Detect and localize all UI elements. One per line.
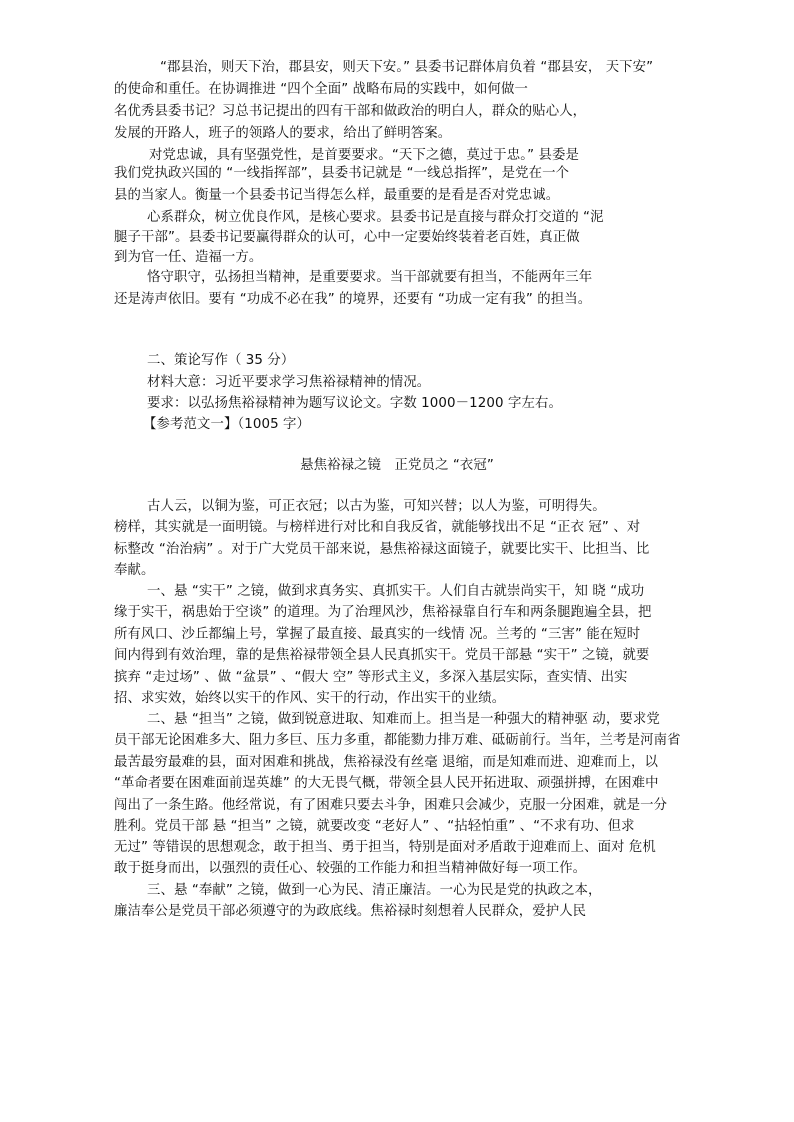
text-line: 缘于实干，祸患始于空谈” 的道理。为了治理风沙，焦裕禄靠自行车和两条腿跑遍全县，把	[114, 605, 652, 620]
text-line: 员干部无论困难多大、阻力多巨、压力多重，都能勠力排万难、砥砺前行。当年，兰考是河南省	[114, 733, 681, 748]
text-line: 对党忠诚，具有坚强党性，是首要要求。“天下之德，莫过于忠。” 县委是	[149, 148, 579, 163]
text-line: 腿子干部”。县委书记要赢得群众的认可，心中一定要始终装着老百姓，真正做	[114, 230, 580, 245]
text-line: “革命者要在困难面前逞英雄” 的大无畏气概，带领全县人民开拓进取、顽强拼搏，在困难中	[114, 776, 659, 791]
text-line: 榜样，其实就是一面明镜。与榜样进行对比和自我反省，就能够找出不足 “正衣 冠” 、对	[114, 520, 641, 535]
text-line: 所有风口、沙丘都编上号，掌握了最直接、最真实的一线情 况。兰考的 “三害” 能在短时	[114, 627, 641, 642]
text-line: 摈弃 “走过场” 、做 “盆景” 、“假大 空” 等形式主义，多深入基层实际，查实情、出实	[114, 670, 628, 685]
text-line: 发展的开路人，班子的领路人的要求，给出了鲜明答案。	[114, 126, 452, 141]
text-line: 要求：以弘扬焦裕禄精神为题写议论文。字数 1000－1200 字左右。	[147, 396, 562, 411]
text-line: 到为官一任、造福一方。	[114, 250, 263, 265]
text-line: 三、悬 “奉献” 之镜，做到一心为民、清正廉洁。一心为民是党的执政之本，	[147, 883, 602, 898]
text-line: 恪守职守，弘扬担当精神，是重要要求。当干部就要有担当，不能两年三年	[147, 270, 593, 285]
text-line: 廉洁奉公是党员干部必须遵守的为政底线。焦裕禄时刻想着人民群众，爱护人民	[114, 904, 587, 919]
text-line: 心系群众，树立优良作风，是核心要求。县委书记是直接与群众打交道的 “泥	[147, 210, 604, 225]
text-line: 还是涛声依旧。要有 “功成不必在我” 的境界，还要有 “功成一定有我” 的担当。	[114, 292, 592, 307]
text-line: 闯出了一条生路。他经常说，有了困难只要去斗争，困难只会减少，克服一分困难，就是一分	[114, 798, 668, 813]
text-line: 招、求实效，始终以实干的作风、实干的行动，作出实干的业绩。	[114, 691, 506, 706]
text-line: 的使命和重任。在协调推进 “四个全面” 战略布局的实践中，如何做一	[114, 82, 529, 97]
text-line: 一、悬 “实干” 之镜，做到求真务实、真抓实干。人们自古就崇尚实干，知 晓 “成功	[147, 584, 645, 599]
text-line: 标整改 “治治病” 。对于广大党员干部来说，悬焦裕禄这面镜子，就要比实干、比担当、比	[114, 542, 650, 557]
text-line: 我们党执政兴国的 “一线指挥部”，县委书记就是 “一线总指挥”，是党在一个	[114, 166, 570, 181]
text-line: 【参考范文一】（1005 字）	[143, 417, 311, 432]
text-line: 名优秀县委书记？习总书记提出的四有干部和做政治的明白人，群众的贴心人，	[114, 104, 587, 119]
text-line: 最苦最穷最难的县，面对困难和挑战，焦裕禄没有丝毫 退缩，而是知难而进、迎难而上，以	[114, 755, 658, 770]
text-line: 胜利。党员干部 悬 “担当” 之镜，就要改变 “老好人” 、“拈轻怕重” 、“不求有功、但求	[114, 819, 635, 834]
text-line: 二、悬 “担当” 之镜，做到锐意进取、知难而上。担当是一种强大的精神驱 动，要求党	[147, 712, 660, 727]
text-line: 间内得到有效治理，靠的是焦裕禄带领全县人民真抓实干。党员干部悬 “实干” 之镜，就要	[114, 648, 650, 663]
text-line: 古人云，以铜为鉴，可正衣冠；以古为鉴，可知兴替；以人为鉴，可明得失。	[147, 499, 606, 514]
section-heading: 二、策论写作（ 35 分）	[147, 353, 295, 368]
text-line: 材料大意：习近平要求学习焦裕禄精神的情况。	[147, 375, 431, 390]
text-line: “郡县治，则天下治，郡县安，则天下安。” 县委书记群体肩负着 “郡县安， 天下安”	[160, 60, 654, 75]
text-line: 奉献。	[114, 563, 155, 578]
text-line: 无过” 等错误的思想观念，敢于担当、勇于担当，特别是面对矛盾敢于迎难而上、面对 危机	[114, 840, 656, 855]
essay-title: 悬焦裕禄之镜 正党员之 “衣冠”	[300, 458, 494, 473]
text-line: 敢于挺身而出，以强烈的责任心、较强的工作能力和担当精神做好每一项工作。	[114, 861, 587, 876]
text-line: 县的当家人。衡量一个县委书记当得怎么样，最重要的是看是否对党忠诚。	[114, 188, 560, 203]
